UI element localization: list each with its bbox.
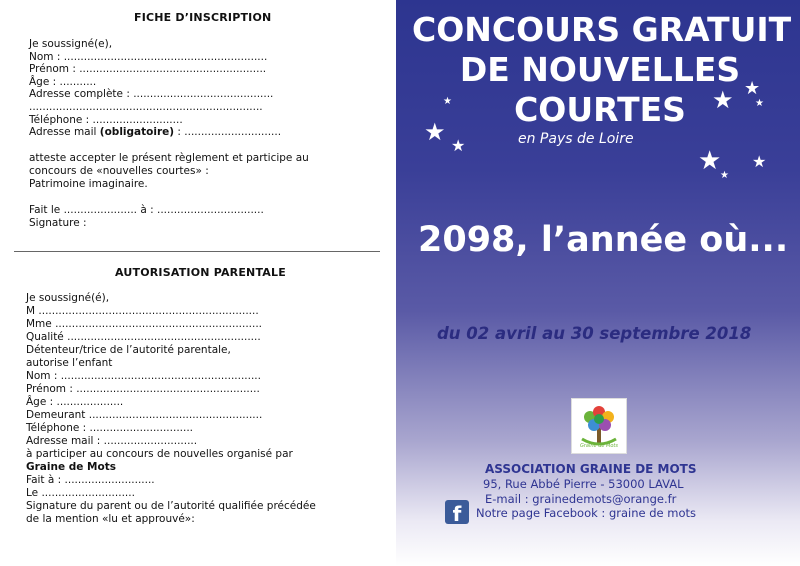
- autorisation-line: Âge : ....................: [26, 396, 124, 408]
- star-icon: ★: [752, 152, 767, 171]
- autorisation-line: de la mention «lu et approuvé»:: [26, 513, 195, 525]
- inscription-line: Signature :: [29, 217, 87, 229]
- inscription-title: FICHE D’INSCRIPTION: [134, 11, 272, 24]
- autorisation-line: Demeurant ....................................................: [26, 409, 263, 421]
- star-icon: ★: [451, 136, 466, 155]
- autorisation-line: Qualité ..........................................................: [26, 331, 261, 343]
- poster-subtitle: en Pays de Loire: [518, 131, 634, 147]
- inscription-line: ......................................................................: [29, 101, 263, 113]
- inscription-line-email: Adresse mail (obligatoire) : .............................: [29, 126, 282, 138]
- star-icon: ★: [698, 146, 722, 176]
- section-divider: [14, 251, 380, 252]
- autorisation-line: M ..................................................................: [26, 305, 259, 317]
- inscription-line: Fait le ...................... à : ................................: [29, 204, 264, 216]
- inscription-line: Patrimoine imaginaire.: [29, 178, 148, 190]
- association-address: 95, Rue Abbé Pierre - 53000 LAVAL: [483, 477, 684, 491]
- autorisation-line: Adresse mail : ............................: [26, 435, 198, 447]
- autorisation-line: Détenteur/trice de l’autorité parentale,: [26, 344, 231, 356]
- autorisation-line: Nom : ............................................................: [26, 370, 261, 382]
- autorisation-line: Mme ..............................................................: [26, 318, 263, 330]
- inscription-line: Nom : .............................................................: [29, 51, 268, 63]
- star-icon: ★: [720, 170, 729, 181]
- inscription-line: Âge : ...........: [29, 76, 97, 88]
- inscription-line: Prénom : ........................................................: [29, 63, 267, 75]
- autorisation-line: Téléphone : ...............................: [26, 422, 194, 434]
- inscription-line: atteste accepter le présent règlement et participe au: [29, 152, 309, 164]
- facebook-icon[interactable]: f: [445, 500, 469, 524]
- autorisation-line: Je soussigné(é),: [26, 292, 110, 304]
- association-name: ASSOCIATION GRAINE DE MOTS: [485, 462, 697, 476]
- logo-caption: Graine de Mots: [580, 443, 618, 449]
- poster-title-line3: COURTES: [514, 90, 686, 129]
- inscription-line: concours de «nouvelles courtes» :: [29, 165, 209, 177]
- star-icon: ★: [712, 86, 734, 114]
- poster-dates: du 02 avril au 30 septembre 2018: [437, 324, 752, 343]
- autorisation-line: à participer au concours de nouvelles organisé par: [26, 448, 293, 460]
- autorisation-organizer: Graine de Mots: [26, 461, 116, 473]
- star-icon: ★: [424, 118, 446, 146]
- inscription-line: Adresse complète : ..........................................: [29, 88, 274, 100]
- star-icon: ★: [755, 98, 764, 109]
- poster-title-line1: CONCOURS GRATUIT: [412, 10, 792, 49]
- poster-title-line2: DE NOUVELLES: [459, 50, 741, 89]
- association-email[interactable]: E-mail : grainedemots@orange.fr: [485, 492, 677, 506]
- inscription-line: Téléphone : ...........................: [29, 114, 183, 126]
- facebook-link[interactable]: Notre page Facebook : graine de mots: [476, 506, 697, 520]
- autorisation-line: Prénom : .......................................................: [26, 383, 260, 395]
- inscription-line: Je soussigné(e),: [29, 38, 113, 50]
- autorisation-line: Signature du parent ou de l’autorité qualifiée précédée: [26, 500, 316, 512]
- autorisation-line: Le ............................: [26, 487, 135, 499]
- autorisation-line: autorise l’enfant: [26, 357, 113, 369]
- star-icon: ★: [744, 78, 761, 99]
- autorisation-title: AUTORISATION PARENTALE: [115, 266, 286, 279]
- poster-theme: 2098, l’année où...: [418, 220, 789, 260]
- forms-panel: [0, 0, 396, 566]
- star-icon: ★: [443, 96, 452, 107]
- graine-de-mots-logo: [571, 398, 627, 454]
- autorisation-line: Fait à : ...........................: [26, 474, 155, 486]
